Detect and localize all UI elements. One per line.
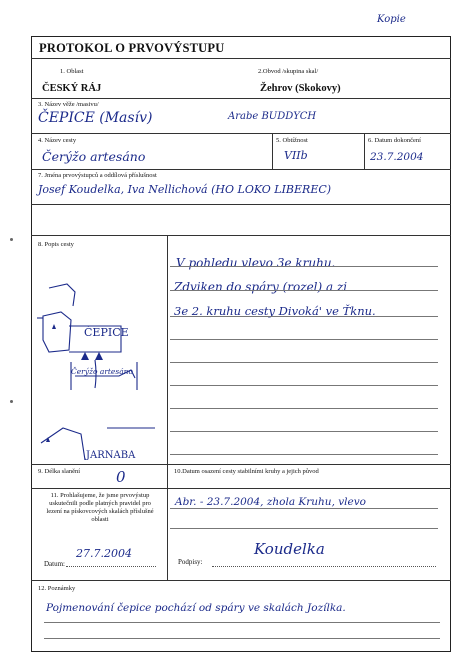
rule <box>167 464 168 580</box>
field7-value: Josef Koudelka, Iva Nellichová (HO LOKO LIBEREC) <box>38 183 332 196</box>
writing-line <box>170 290 438 291</box>
route-arrow <box>95 352 103 360</box>
rule <box>31 464 451 465</box>
description-line-1: V pohledu vlevo 3e kruhu. <box>176 256 336 270</box>
rule <box>31 488 451 489</box>
field6-label: 6. Datum dokončení <box>368 137 421 144</box>
field4-label: 4. Název cesty <box>38 137 77 144</box>
description-line-3: 3e 2. kruhu cesty Divoká' ve Ťknu. <box>174 304 376 318</box>
field8-label: 8. Popis cesty <box>38 241 74 248</box>
signature-line <box>212 566 436 567</box>
sketch-label-cepice: ČEPICE <box>84 326 129 339</box>
writing-line <box>44 622 440 623</box>
rule <box>31 58 451 59</box>
field3-value: ČEPICE (Masív) <box>38 110 153 126</box>
field6-value: 23.7.2004 <box>370 151 424 163</box>
date-value: 27.7.2004 <box>76 547 132 560</box>
rule <box>31 204 451 205</box>
punch-hole <box>10 400 13 403</box>
writing-line <box>170 528 438 529</box>
rule <box>272 133 273 169</box>
field10-value: Abr. - 23.7.2004, zhola Kruhu, vlevo <box>175 496 366 508</box>
writing-line <box>170 408 438 409</box>
writing-line <box>44 638 440 639</box>
sketch-rock-outline <box>49 284 75 306</box>
writing-line <box>170 316 438 317</box>
tower-cepice-outline <box>43 312 71 352</box>
date-line <box>66 566 156 567</box>
date-label: Datum: <box>44 560 65 568</box>
tower-jarnaba-outline <box>41 428 85 460</box>
sketch-route-label: Čerýžo artesáno <box>71 367 134 376</box>
field5-label: 5. Obtížnost <box>276 137 308 144</box>
field2-value: Žehrov (Skokovy) <box>260 83 341 94</box>
field9-value: 0 <box>116 468 126 486</box>
summit-triangle <box>52 324 56 329</box>
field11-label: 11. Prohlašujeme, že jsme prvovýstup uskutečnili podle platných pravidel pro lezení na pískovcových skalách příslušné oblasti <box>46 492 154 523</box>
signature: Koudelka <box>254 540 325 558</box>
sketch-marks <box>46 324 103 442</box>
writing-line <box>170 385 438 386</box>
description-line-2: Zdviken do spáry (rozel) a zi <box>174 280 348 294</box>
rule <box>31 98 451 99</box>
field3-extra: Arabe BUDDYCH <box>228 111 317 122</box>
field5-value: VIIb <box>284 149 308 162</box>
form-title: PROTOKOL O PRVOVÝSTUPU <box>39 41 225 55</box>
writing-line <box>170 266 438 267</box>
rule <box>31 235 451 236</box>
sketch-label-jarnaba: JARNABA <box>86 450 136 461</box>
field12-label: 12. Poznámky <box>38 585 76 592</box>
rule <box>364 133 365 169</box>
field12-value: Pojmenování čepice pochází od spáry ve skalách Jozílka. <box>46 602 346 614</box>
punch-hole <box>10 238 13 241</box>
rule <box>31 133 451 134</box>
writing-line <box>170 508 438 509</box>
field1-value: ČESKÝ RÁJ <box>42 83 102 94</box>
signature-label: Podpisy: <box>178 558 203 566</box>
rule <box>31 580 451 581</box>
field10-label: 10.Datum osazení cesty stabilními kruhy a jejich původ <box>174 468 319 475</box>
corner-note: Kopie <box>377 14 406 25</box>
writing-line <box>170 362 438 363</box>
field4-value: Čerýžo artesáno <box>42 149 146 164</box>
field2-label: 2.Obvod /skupina skal/ <box>258 68 319 75</box>
field9-label: 9. Délka slanění <box>38 468 81 475</box>
writing-line <box>170 339 438 340</box>
field1-label: 1. Oblast <box>60 68 84 75</box>
route-arrow <box>81 352 89 360</box>
writing-line <box>170 454 438 455</box>
rule <box>31 169 451 170</box>
field3-label: 3. Název věže /masivu/ <box>38 101 99 108</box>
rule <box>167 235 168 464</box>
writing-line <box>170 431 438 432</box>
field7-label: 7. Jména prvovýstupců a oddílová příslušnost <box>38 172 157 179</box>
